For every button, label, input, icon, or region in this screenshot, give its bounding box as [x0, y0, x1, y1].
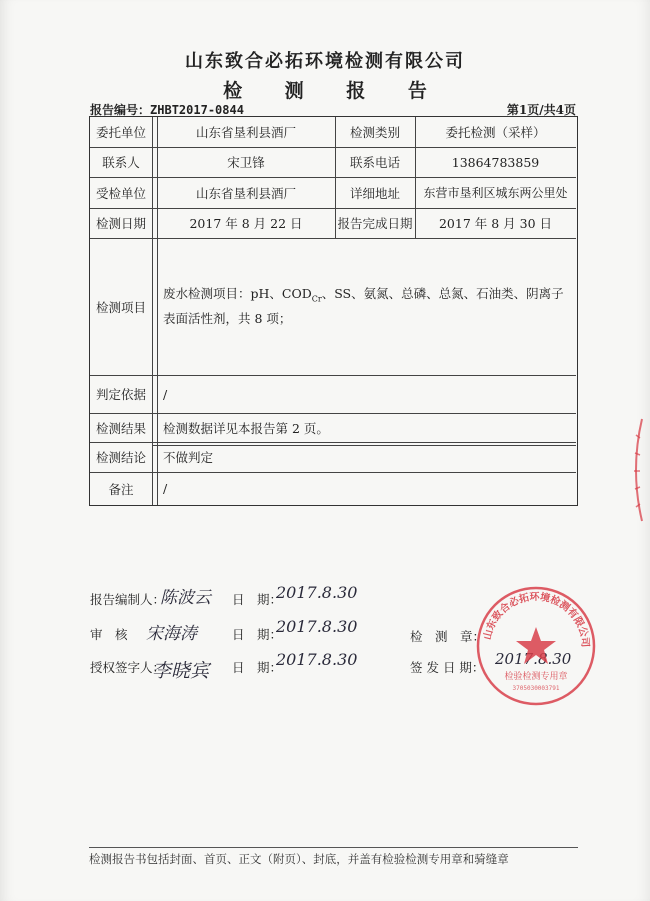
official-stamp	[475, 585, 597, 707]
review-date: 2017.8.30	[276, 617, 358, 636]
report-date-label: 报告完成日期	[337, 216, 413, 231]
seam-seal-fragment	[628, 415, 644, 525]
inspected-label: 受检单位	[95, 185, 146, 201]
basis-value: /	[163, 386, 168, 402]
prepared-label: 报告编制人：	[90, 592, 166, 607]
inspected-value: 山东省垦利县酒厂	[195, 185, 296, 201]
conclusion-value: 不做判定	[163, 450, 214, 465]
stamp-ring-text: 山东致合必拓环境检测有限公司	[482, 591, 591, 648]
remark-label: 备注	[108, 481, 134, 497]
issue-date: 2017.8.30	[495, 650, 572, 668]
basis-label: 判定依据	[95, 387, 146, 402]
approve-date-label: 日 期：	[232, 660, 283, 675]
result-label: 检测结果	[95, 420, 146, 436]
prepared-date: 2017.8.30	[276, 583, 358, 602]
prepared-signature: 陈波云	[160, 588, 211, 608]
approve-signature: 李晓宾	[152, 660, 210, 682]
cod-subscript: Cr	[311, 294, 322, 304]
address-value: 东营市垦利区城东两公里处	[423, 186, 568, 200]
report-date-value: 2017 年 8 月 30 日	[438, 216, 553, 231]
category-value: 委托检测（采样）	[445, 125, 546, 140]
address-label: 详细地址	[349, 185, 400, 201]
seal-label: 检 测 章：	[410, 629, 486, 644]
phone-label: 联系电话	[349, 155, 400, 170]
report-number-label: 报告编号：	[90, 103, 151, 117]
prepared-date-label: 日 期：	[232, 592, 283, 607]
company-name: 山东致合必拓环境检测有限公司	[185, 51, 465, 72]
approve-date: 2017.8.30	[276, 650, 358, 669]
footer-divider	[89, 847, 578, 848]
review-date-label: 日 期：	[232, 627, 283, 642]
report-number: ZHBT2017-0844	[150, 103, 244, 117]
page-info: 第1页/共4页	[506, 103, 576, 117]
result-value: 检测数据详见本报告第 2 页。	[163, 420, 329, 436]
category-label: 检测类别	[349, 125, 400, 140]
review-signature: 宋海涛	[146, 624, 197, 644]
items-label: 检测项目	[95, 299, 146, 315]
remark-value: /	[163, 481, 168, 496]
items-value: 废水检测项目：pH、$COD_{Cr}$、SS、氨氮、总磷、总氮、石油类、阴离子表面活性剂，共 8 项；	[163, 285, 564, 327]
review-label: 审 核	[90, 627, 128, 642]
client-label: 委托单位	[95, 125, 146, 140]
test-date-value: 2017 年 8 月 22 日	[189, 216, 303, 231]
contact-value: 宋卫锋	[227, 155, 265, 170]
contact-label: 联系人	[102, 155, 140, 170]
info-table	[89, 116, 578, 506]
approve-label: 授权签字人：	[90, 660, 166, 675]
conclusion-label: 检测结论	[95, 450, 146, 465]
footer-note: 检测报告书包括封面、首页、正文（附页）、封底，并盖有检验检测专用章和骑缝章	[89, 852, 509, 866]
phone-value: 13864783859	[451, 154, 540, 170]
test-date-label: 检测日期	[95, 216, 146, 231]
stamp-inner-text: 检验检测专用章	[504, 672, 568, 682]
stamp-number: 3705030003791	[512, 685, 560, 692]
document-title: 检 测 报 告	[223, 80, 445, 102]
issue-date-label: 签 发 日 期：	[410, 660, 485, 675]
client-value: 山东省垦利县酒厂	[195, 125, 296, 140]
stamp-star-icon	[516, 627, 556, 664]
